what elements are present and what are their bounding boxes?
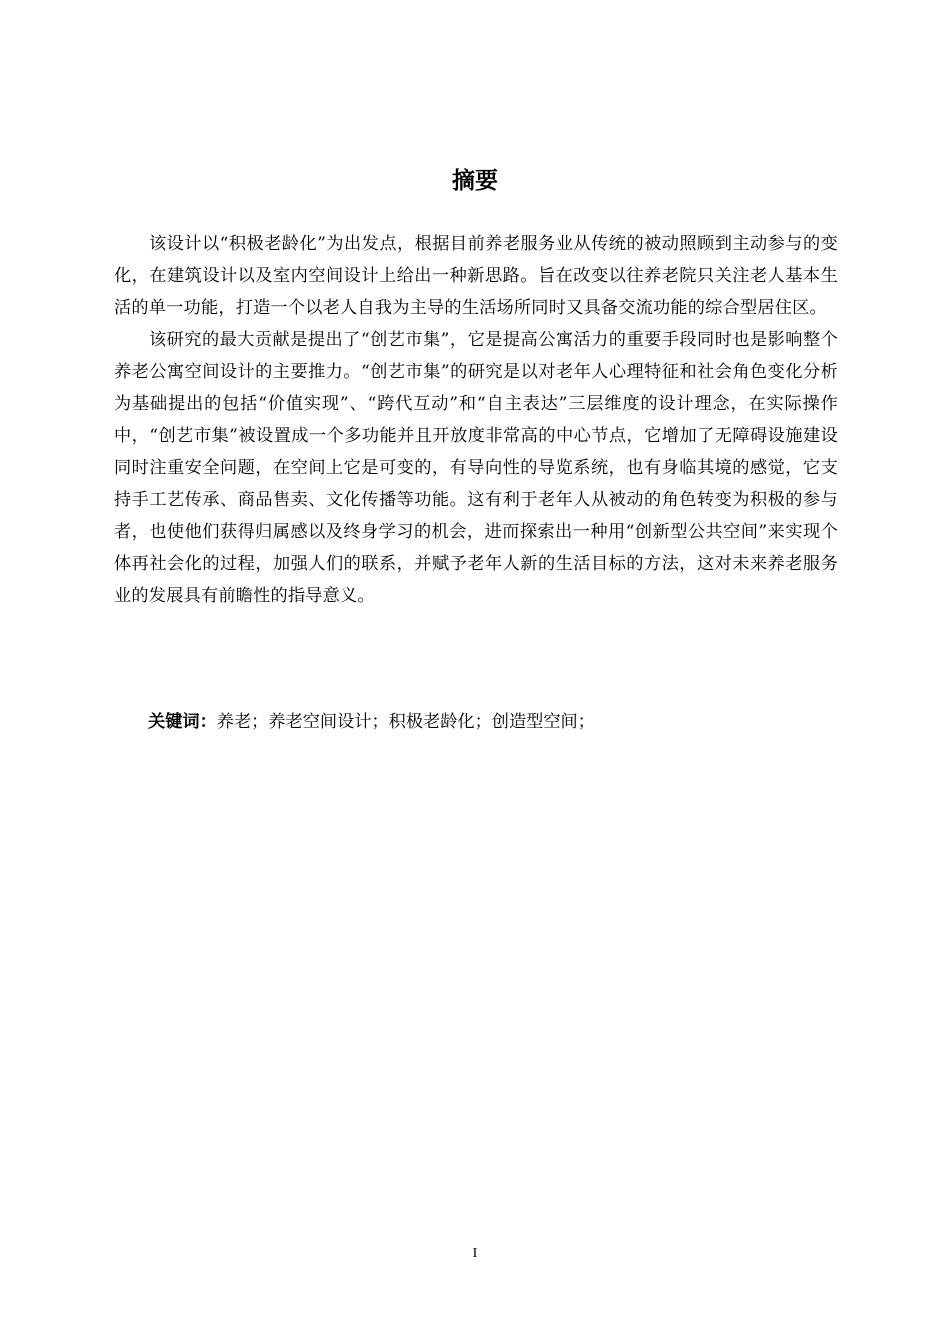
page-number: I	[472, 1246, 478, 1261]
abstract-paragraph-2: 该研究的最大贡献是提出了“创艺市集”，它是提高公寓活力的重要手段同时也是影响整个养老公寓空间设计的主要推力。“创艺市集”的研究是以对老年人心理特征和社会角色变化分析为基础提出的包括“价值实现”、“跨代互动”和“自主表达”三层维度的设计理念，在实际操作中，“创艺市集”被设置成一个多功能并且开放度非常高的中心节点，它增加了无障碍设施建设同时注重安全问题，在空间上它是可变的，有导向性的导览系统，也有身临其境的感觉，它支持手工艺传承、商品售卖、文化传播等功能。这有利于老年人从被动的角色转变为积极的参与者，也使他们获得归属感以及终身学习的机会，进而探索出一种用“创新型公共空间”来实现个体再社会化的过程，加强人们的联系，并赋予老年人新的生活目标的方法，这对未来养老服务业的发展具有前瞻性的指导意义。	[114, 330, 838, 606]
keywords-list: 养老；养老空间设计；积极老龄化；创造型空间；	[216, 712, 595, 732]
keywords-label: 关键词：	[148, 712, 217, 732]
abstract-body	[114, 228, 838, 612]
abstract-paragraph-1: 该设计以“积极老龄化”为出发点，根据目前养老服务业从传统的被动照顾到主动参与的变化，在建筑设计以及室内空间设计上给出一种新思路。旨在改变以往养老院只关注老人基本生活的单一功能，打造一个以老人自我为主导的生活场所同时又具备交流功能的综合型居住区。	[114, 234, 838, 318]
abstract-title: 摘要	[452, 168, 498, 194]
keywords-line	[148, 706, 838, 738]
